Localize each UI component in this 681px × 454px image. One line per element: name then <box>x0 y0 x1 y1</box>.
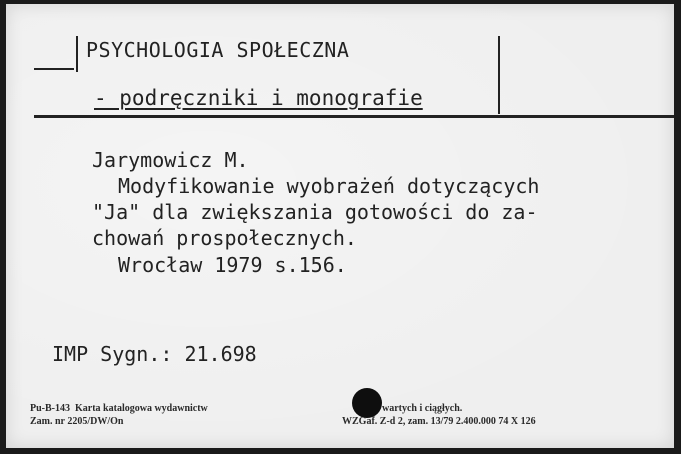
title-line-1: Modyfikowanie wyobrażeń dotyczących <box>118 174 540 198</box>
subject-heading: PSYCHOLOGIA SPOŁECZNA <box>86 38 350 62</box>
author-line: Jarymowicz M. <box>92 148 249 172</box>
header-right-bar <box>498 36 500 114</box>
subject-subheading: - podręczniki i monografie <box>94 86 423 110</box>
footer-line-1-left: Pu-B-143 Karta katalogowa wydawnictw <box>30 403 211 414</box>
punch-hole <box>352 388 382 418</box>
header-short-line <box>34 68 74 70</box>
imprint-line: Wrocław 1979 s.156. <box>118 253 347 277</box>
signature-value: 21.698 <box>184 342 257 366</box>
catalog-card <box>6 4 674 448</box>
title-line-3: chowań prospołecznych. <box>92 226 357 250</box>
signature-line <box>52 342 257 366</box>
footer-line-2-left: Zam. nr 2205/DW/On <box>30 416 124 427</box>
signature-label: IMP Sygn.: <box>52 342 173 366</box>
footer-line-2-right: WZGaf. Z-d 2, zam. 13/79 2.400.000 74 X 126 <box>342 416 536 427</box>
footer-line-1-right: wartych i ciągłych. <box>382 403 463 414</box>
header-rule <box>34 115 674 118</box>
title-line-2: "Ja" dla zwiększania gotowości do za- <box>92 200 538 224</box>
header-left-bar <box>76 36 78 72</box>
